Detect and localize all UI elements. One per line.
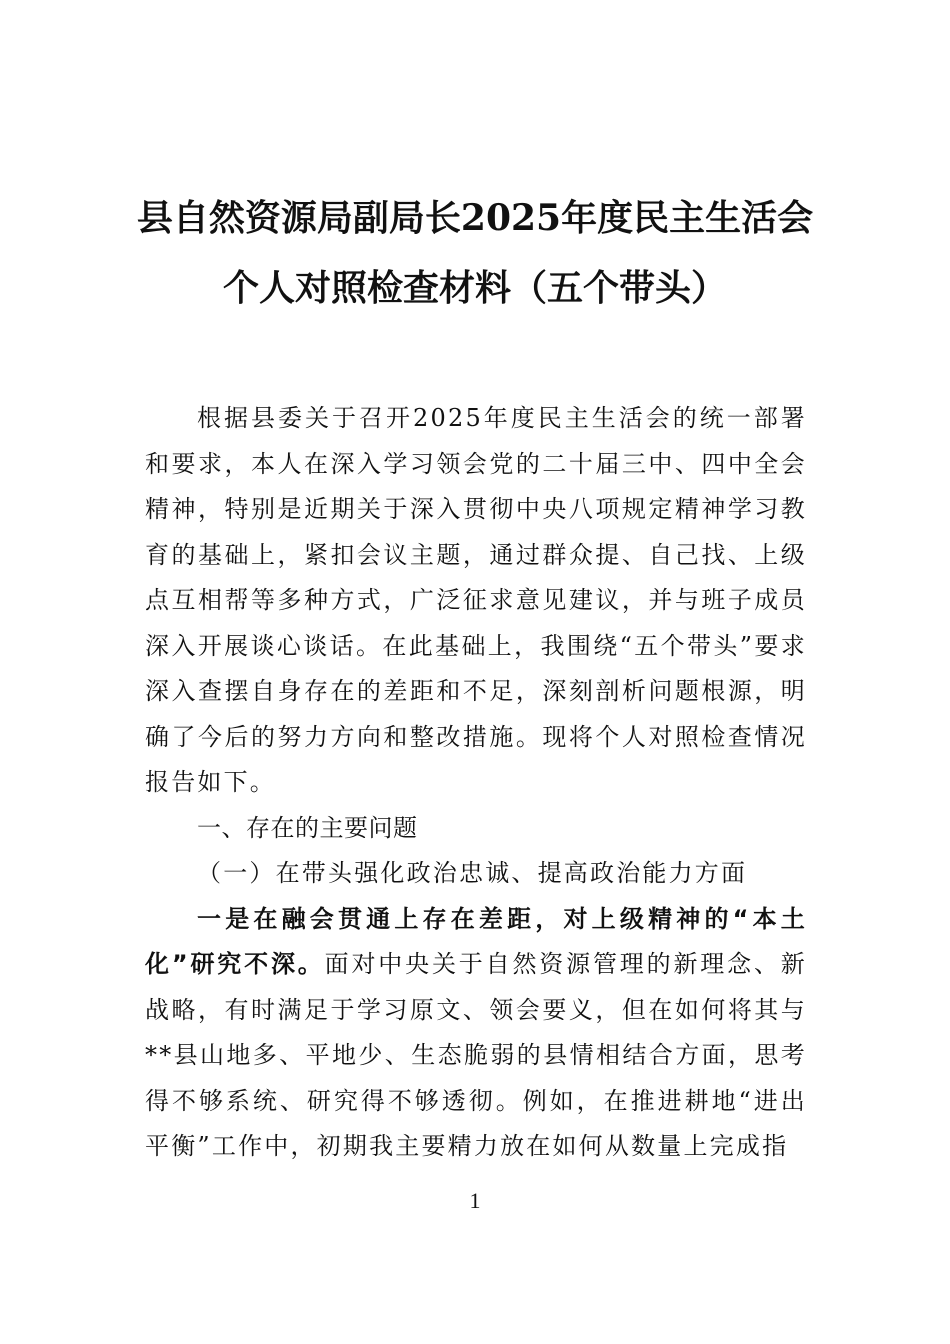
point-paragraph: [145, 897, 807, 1170]
document-title-line2: 个人对照检查材料（五个带头）: [222, 267, 727, 309]
page-number: 1: [469, 1188, 481, 1213]
subsection-heading: （一）在带头强化政治忠诚、提高政治能力方面: [197, 859, 748, 887]
intro-paragraph: 根据县委关于召开2025年度民主生活会的统一部署和要求，本人在深入学习领会党的二十届三中、四中全会精神，特别是近期关于深入贯彻中央八项规定精神学习教育的基础上，紧扣会议主题，通过群众提、自己找、上级点互相帮等多种方式，广泛征求意见建议，并与班子成员深入开展谈心谈话。在此基础上，我围绕“五个带头”要求深入查摆自身存在的差距和不足，深刻剖析问题根源，明确了今后的努力方向和整改措施。现将个人对照检查情况报告如下。: [145, 404, 807, 796]
point-body-text: 面对中央关于自然资源管理的新理念、新战略，有时满足于学习原文、领会要义，但在如何将其与**县山地多、平地少、生态脆弱的县情相结合方面，思考得不够系统、研究得不够透彻。例如，在推进耕地“进出平衡”工作中，初期我主要精力放在如何从数量上完成指: [145, 950, 807, 1160]
section-heading: 一、存在的主要问题: [197, 813, 418, 842]
document-title-line1: 县自然资源局副局长2025年度民主生活会: [136, 197, 814, 239]
point-lead-sentence: 一是在融会贯通上存在差距，对上级精神的“本土化”研究不深。: [145, 904, 807, 978]
document-body: [145, 396, 807, 1170]
